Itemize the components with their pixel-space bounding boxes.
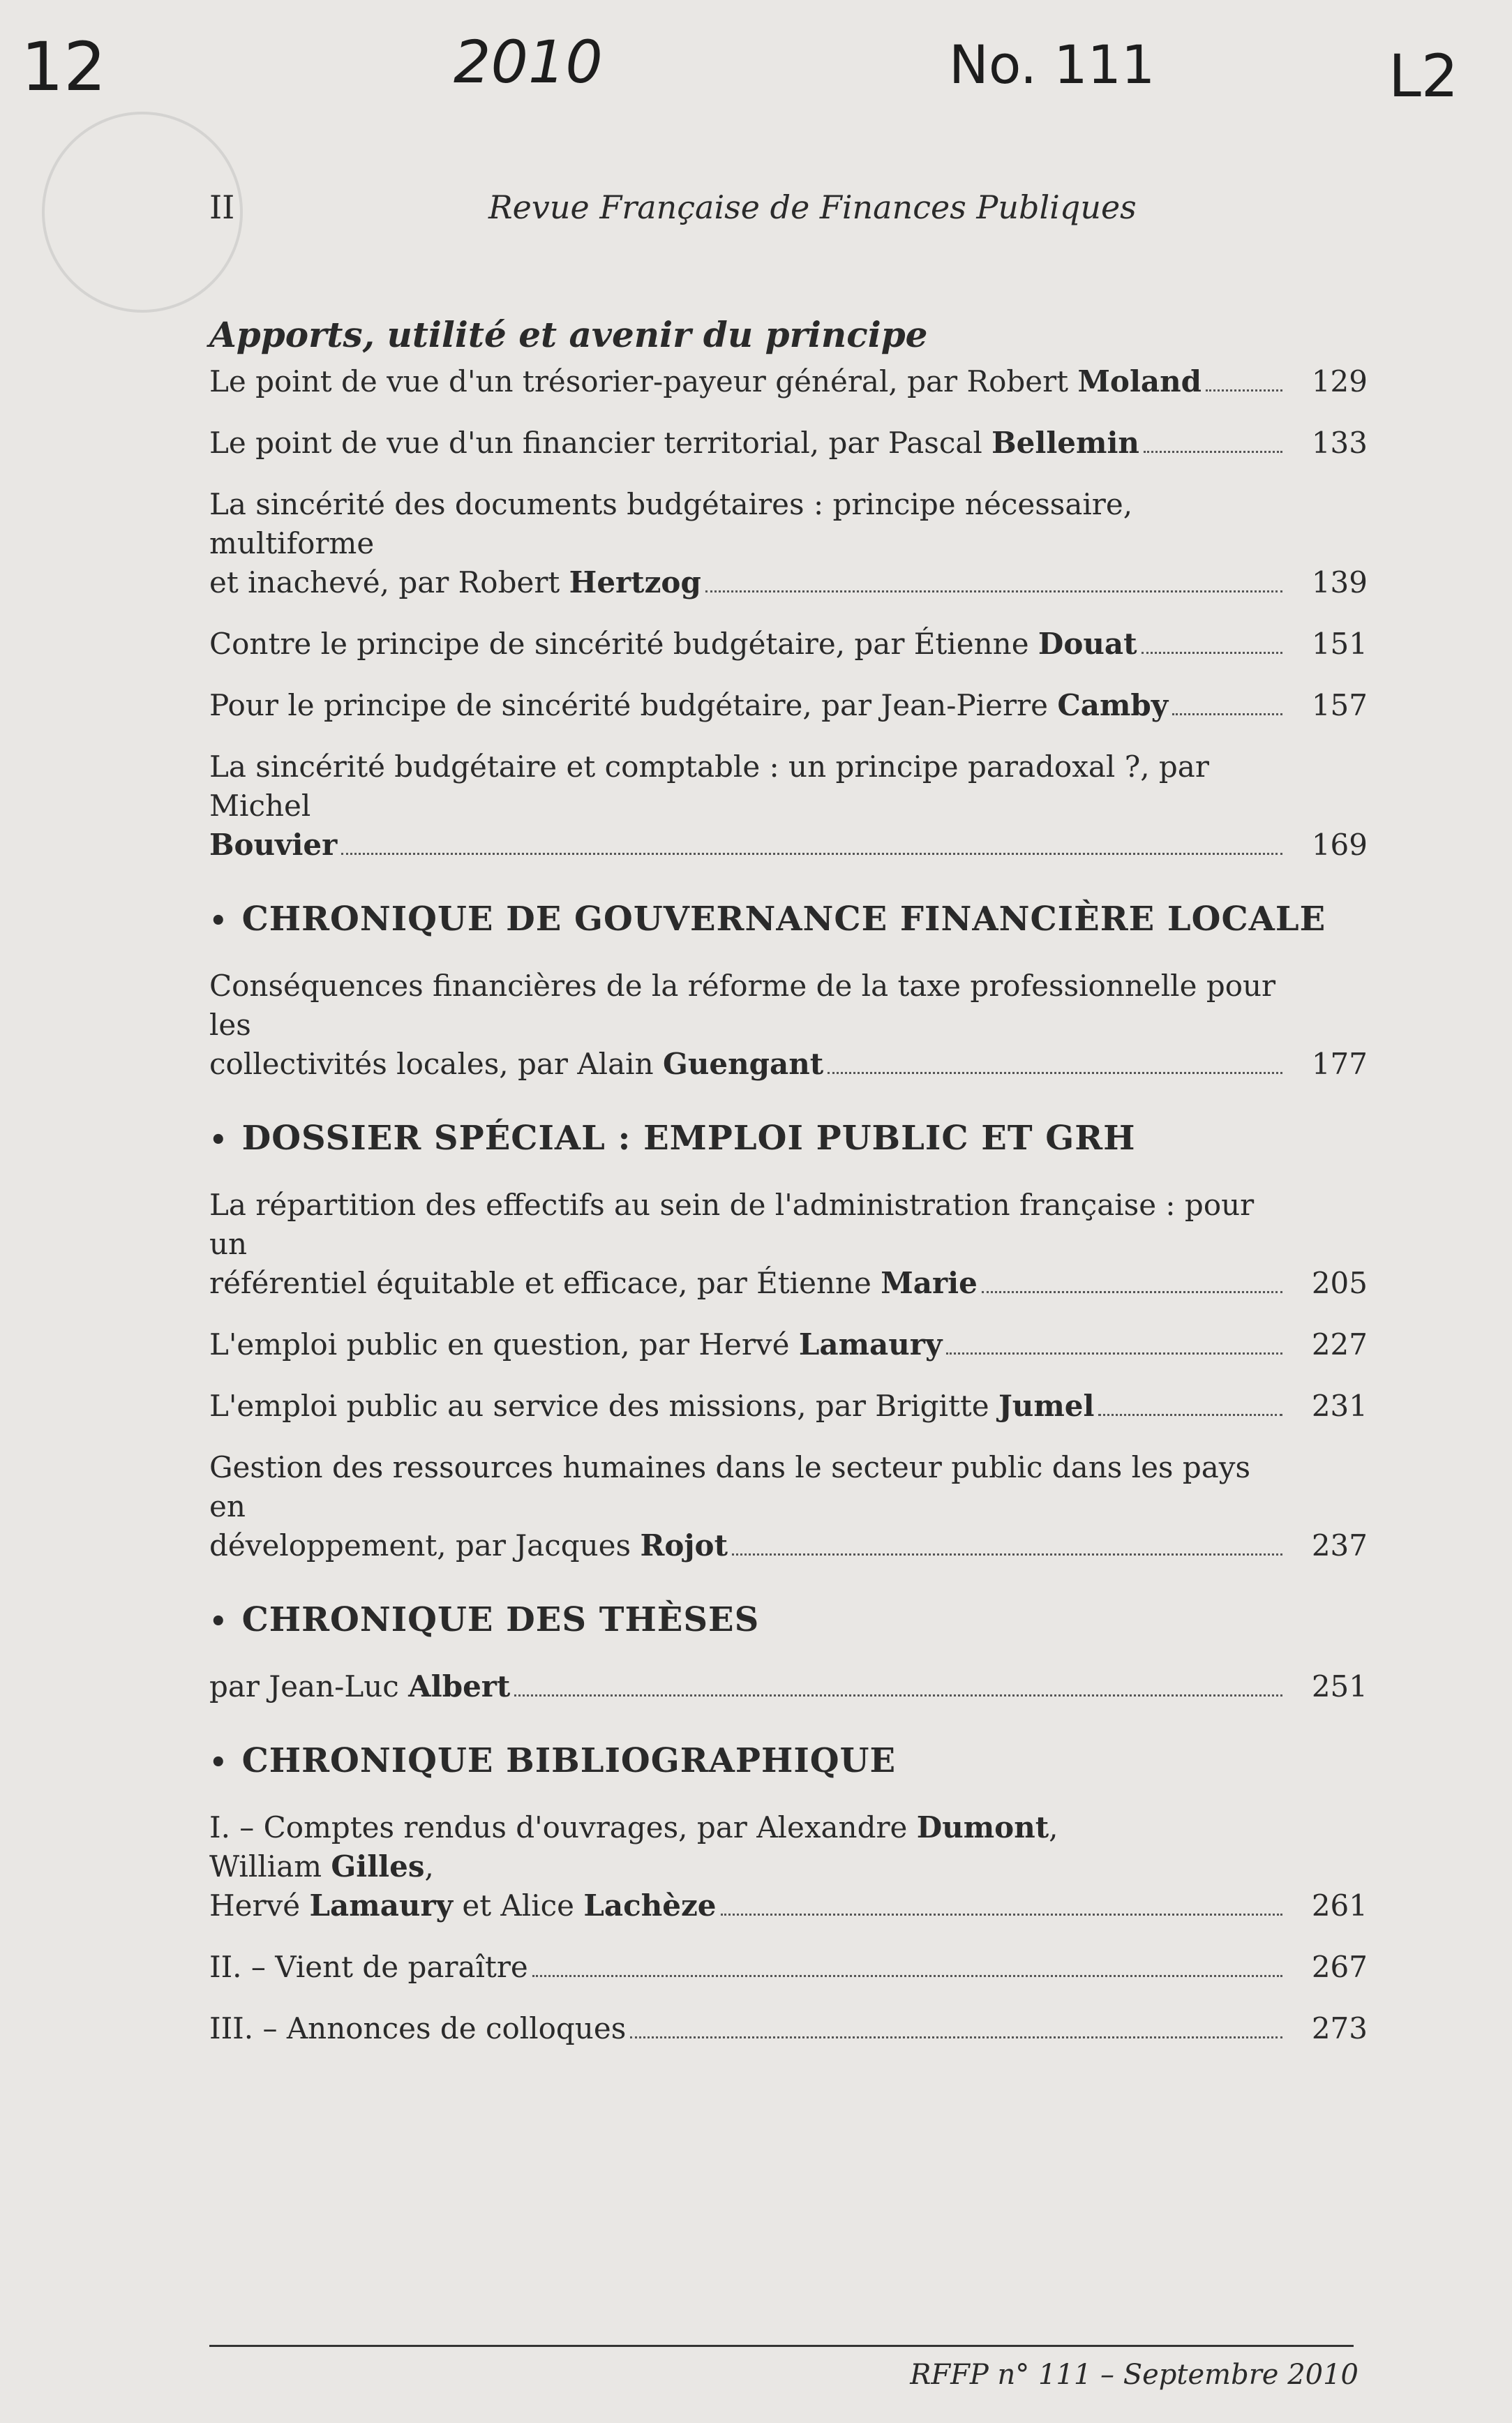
author: Moland (1077, 364, 1202, 398)
toc-entry: Le point de vue d'un financier territorial, par Pascal Bellemin 133 (209, 424, 1368, 463)
page-number: 129 (1311, 364, 1368, 398)
handwritten-issue: No. 111 (949, 33, 1155, 96)
page-number: 177 (1311, 1047, 1368, 1081)
author: Camby (1057, 688, 1169, 722)
page-number: 139 (1311, 565, 1368, 599)
footer: RFFP n° 111 – Septembre 2010 (910, 2359, 1358, 2391)
toc-entry: I. – Comptes rendus d'ouvrages, par Alexandre Dumont, William Gilles, Hervé Lamaury et Alice Lachèze 261 (209, 1808, 1368, 1925)
toc-entry: Pour le principe de sincérité budgétaire, par Jean-Pierre Camby 157 (209, 686, 1368, 725)
running-head (209, 188, 1368, 237)
author: Albert (408, 1669, 511, 1703)
toc-entry: III. – Annonces de colloques 273 (209, 2009, 1368, 2048)
subsection-title: Apports, utilité et avenir du principe (209, 314, 928, 355)
author: Dumont (916, 1810, 1049, 1844)
dot-leader (630, 2036, 1282, 2038)
author: Douat (1038, 627, 1137, 661)
toc-entry: La sincérité des documents budgétaires : principe nécessaire, multiforme et inachevé, par Robert Hertzog 139 (209, 485, 1368, 602)
author: Lamaury (309, 1888, 453, 1923)
handwritten-mark: L2 (1389, 42, 1459, 110)
dot-leader (1172, 713, 1282, 715)
section-heading: • CHRONIQUE DES THÈSES (209, 1600, 760, 1639)
page-number: 133 (1311, 426, 1368, 460)
toc-entry: L'emploi public en question, par Hervé Lamaury 227 (209, 1325, 1368, 1364)
dot-leader (1142, 652, 1283, 654)
page-number: 231 (1311, 1389, 1368, 1423)
folio: II (209, 188, 235, 226)
dot-leader (1206, 389, 1282, 392)
author: Bellemin (991, 426, 1139, 460)
page-number: 227 (1311, 1327, 1368, 1362)
page-number: 267 (1311, 1950, 1368, 1984)
table-of-contents (209, 314, 1368, 2071)
author: Lachèze (583, 1888, 717, 1923)
author: Bouvier (209, 828, 338, 862)
page-number: 273 (1311, 2011, 1368, 2045)
toc-entry: La répartition des effectifs au sein de l'administration française : pour un référentiel équitable et efficace, par Étienne Marie 205 (209, 1186, 1368, 1303)
dot-leader (705, 590, 1282, 592)
handwritten-number: 12 (21, 28, 107, 106)
author: Lamaury (798, 1327, 943, 1362)
dot-leader (732, 1553, 1282, 1556)
dot-leader (721, 1914, 1282, 1916)
dot-leader (1144, 451, 1282, 453)
page-number: 205 (1311, 1266, 1368, 1300)
section-heading: • DOSSIER SPÉCIAL : EMPLOI PUBLIC ET GRH (209, 1119, 1136, 1158)
dot-leader (828, 1072, 1282, 1074)
page-number: 261 (1311, 1888, 1368, 1923)
toc-entry: La sincérité budgétaire et comptable : un principe paradoxal ?, par Michel Bouvier 169 (209, 747, 1368, 865)
author: Hertzog (569, 565, 701, 599)
dot-leader (532, 1975, 1282, 1977)
section-heading: • CHRONIQUE BIBLIOGRAPHIQUE (209, 1741, 897, 1780)
toc-entry: L'emploi public au service des missions, par Brigitte Jumel 231 (209, 1387, 1368, 1426)
author: Jumel (998, 1389, 1095, 1423)
dot-leader (341, 853, 1282, 855)
toc-entry: Contre le principe de sincérité budgétaire, par Étienne Douat 151 (209, 625, 1368, 664)
toc-entry: Le point de vue d'un trésorier-payeur général, par Robert Moland 129 (209, 362, 1368, 401)
dot-leader (946, 1352, 1282, 1355)
dot-leader (514, 1694, 1282, 1697)
page-number: 157 (1311, 688, 1368, 722)
page-number: 237 (1311, 1528, 1368, 1563)
handwritten-year: 2010 (454, 28, 603, 96)
dot-leader (1098, 1414, 1282, 1416)
author: Rojot (640, 1528, 728, 1563)
toc-entry: Conséquences financières de la réforme de la taxe professionnelle pour les collectivités locales, par Alain Guengant 177 (209, 967, 1368, 1084)
section-heading: • CHRONIQUE DE GOUVERNANCE FINANCIÈRE LOCALE (209, 900, 1326, 939)
page-number: 251 (1311, 1669, 1368, 1703)
author: Gilles (331, 1849, 425, 1884)
page-number: 151 (1311, 627, 1368, 661)
page-number: 169 (1311, 828, 1368, 862)
journal-title: Revue Française de Finances Publiques (488, 188, 1137, 226)
toc-entry: Gestion des ressources humaines dans le secteur public dans les pays en développement, par Jacques Rojot 237 (209, 1448, 1368, 1565)
dot-leader (982, 1291, 1282, 1293)
footer-rule (209, 2345, 1354, 2347)
author: Marie (881, 1266, 978, 1300)
author: Guengant (662, 1047, 824, 1081)
toc-entry: par Jean-Luc Albert 251 (209, 1667, 1368, 1706)
toc-entry: II. – Vient de paraître 267 (209, 1948, 1368, 1987)
